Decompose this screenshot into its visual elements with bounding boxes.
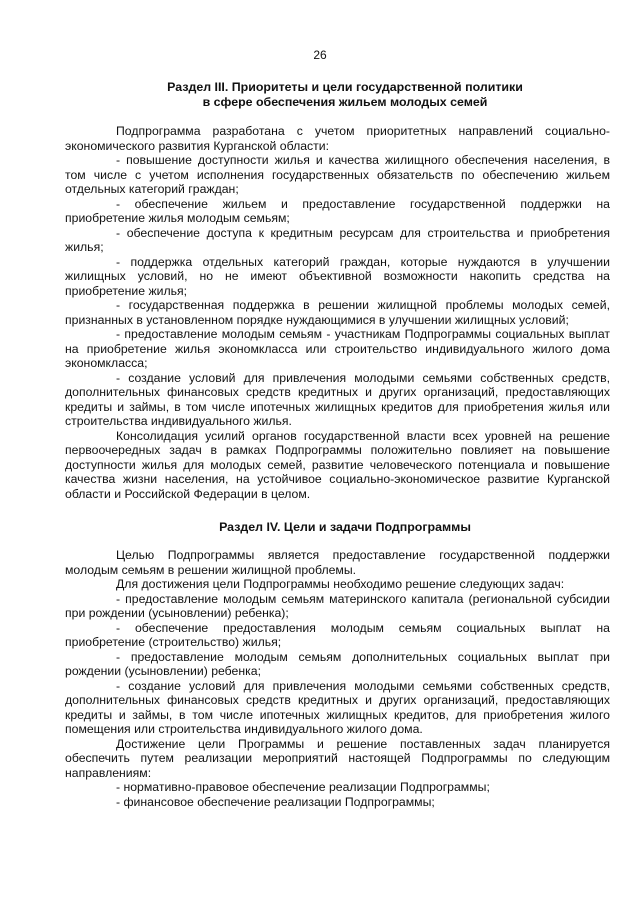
list-item: - предоставление молодым семьям дополнительных социальных выплат при рождении (усыновлении) ребенка;	[65, 649, 610, 678]
list-item: - обеспечение предоставления молодым семьям социальных выплат на приобретение (строительство) жилья;	[65, 620, 610, 649]
paragraph: Для достижения цели Подпрограммы необходимо решение следующих задач:	[116, 577, 565, 591]
paragraph: Консолидация усилий органов государственной власти всех уровней на решение первоочередных задач в рамках Подпрограммы положительно повлияет на повышение доступности жилья для молодых семей, развитие человеческого потенциала и повышение качества жизни населения, на устойчивое социально-экономическое развитие Курганской области и Российской Федерации в целом.	[65, 428, 610, 501]
list-item: - создание условий для привлечения молодыми семьями собственных средств, дополнительных финансовых средств кредитных и других организаций, предоставляющих кредиты и займы, в том числе ипотечных жилищных кредитов, для приобретения жилого помещения или строительства индивидуального жилого дома.	[65, 678, 610, 736]
section-3-title-line-2: в сфере обеспечения жильем молодых семей	[202, 94, 488, 109]
list-item: - поддержка отдельных категорий граждан, которые нуждаются в улучшении жилищных условий, но не имеют объективной возможности накопить средства на приобретение жилья;	[65, 254, 610, 298]
page-number: 26	[313, 48, 327, 62]
section-3-heading	[80, 80, 610, 109]
paragraph: Достижение цели Программы и решение поставленных задач планируется обеспечить путем реализации мероприятий настоящей Подпрограммы по следующим направлениям:	[65, 736, 610, 780]
list-item: - нормативно-правовое обеспечение реализации Подпрограммы;	[116, 780, 490, 794]
list-item: - создание условий для привлечения молодыми семьями собственных средств, дополнительных финансовых средств кредитных и других организаций, предоставляющих кредиты и займы, в том числе ипотечных жилищных кредитов для приобретения жилья или строительства индивидуального жилья.	[65, 370, 610, 428]
list-item: - предоставление молодым семьям материнского капитала (региональной субсидии при рождении (усыновлении) ребенка);	[65, 591, 610, 620]
section-3-title-line-1: Раздел III. Приоритеты и цели государственной политики	[167, 80, 523, 94]
paragraph: Подпрограмма разработана с учетом приоритетных направлений социально-экономического развития Курганской области:	[65, 124, 610, 153]
section-3-body	[65, 124, 610, 501]
section-4-heading	[80, 520, 610, 535]
list-item: - предоставление молодым семьям - участникам Подпрограммы социальных выплат на приобретение жилья экономкласса или строительство индивидуального жилого дома экономкласса;	[65, 327, 610, 370]
section-4-body	[65, 548, 610, 809]
list-item: - повышение доступности жилья и качества жилищного обеспечения населения, в том числе с учетом исполнения государственных обязательств по обеспечению жильем отдельных категорий граждан;	[65, 153, 610, 196]
list-item: - обеспечение жильем и предоставление государственной поддержки на приобретение жилья молодым семьям;	[65, 196, 610, 225]
list-item: - обеспечение доступа к кредитным ресурсам для строительства и приобретения жилья;	[65, 225, 610, 254]
section-4-title: Раздел IV. Цели и задачи Подпрограммы	[219, 520, 471, 534]
list-item: - государственная поддержка в решении жилищной проблемы молодых семей, признанных в установленном порядке нуждающимися в улучшении жилищных условий;	[65, 298, 610, 327]
list-item: - финансовое обеспечение реализации Подпрограммы;	[116, 794, 435, 809]
paragraph: Целью Подпрограммы является предоставление государственной поддержки молодым семьям в решении жилищной проблемы.	[65, 548, 610, 577]
